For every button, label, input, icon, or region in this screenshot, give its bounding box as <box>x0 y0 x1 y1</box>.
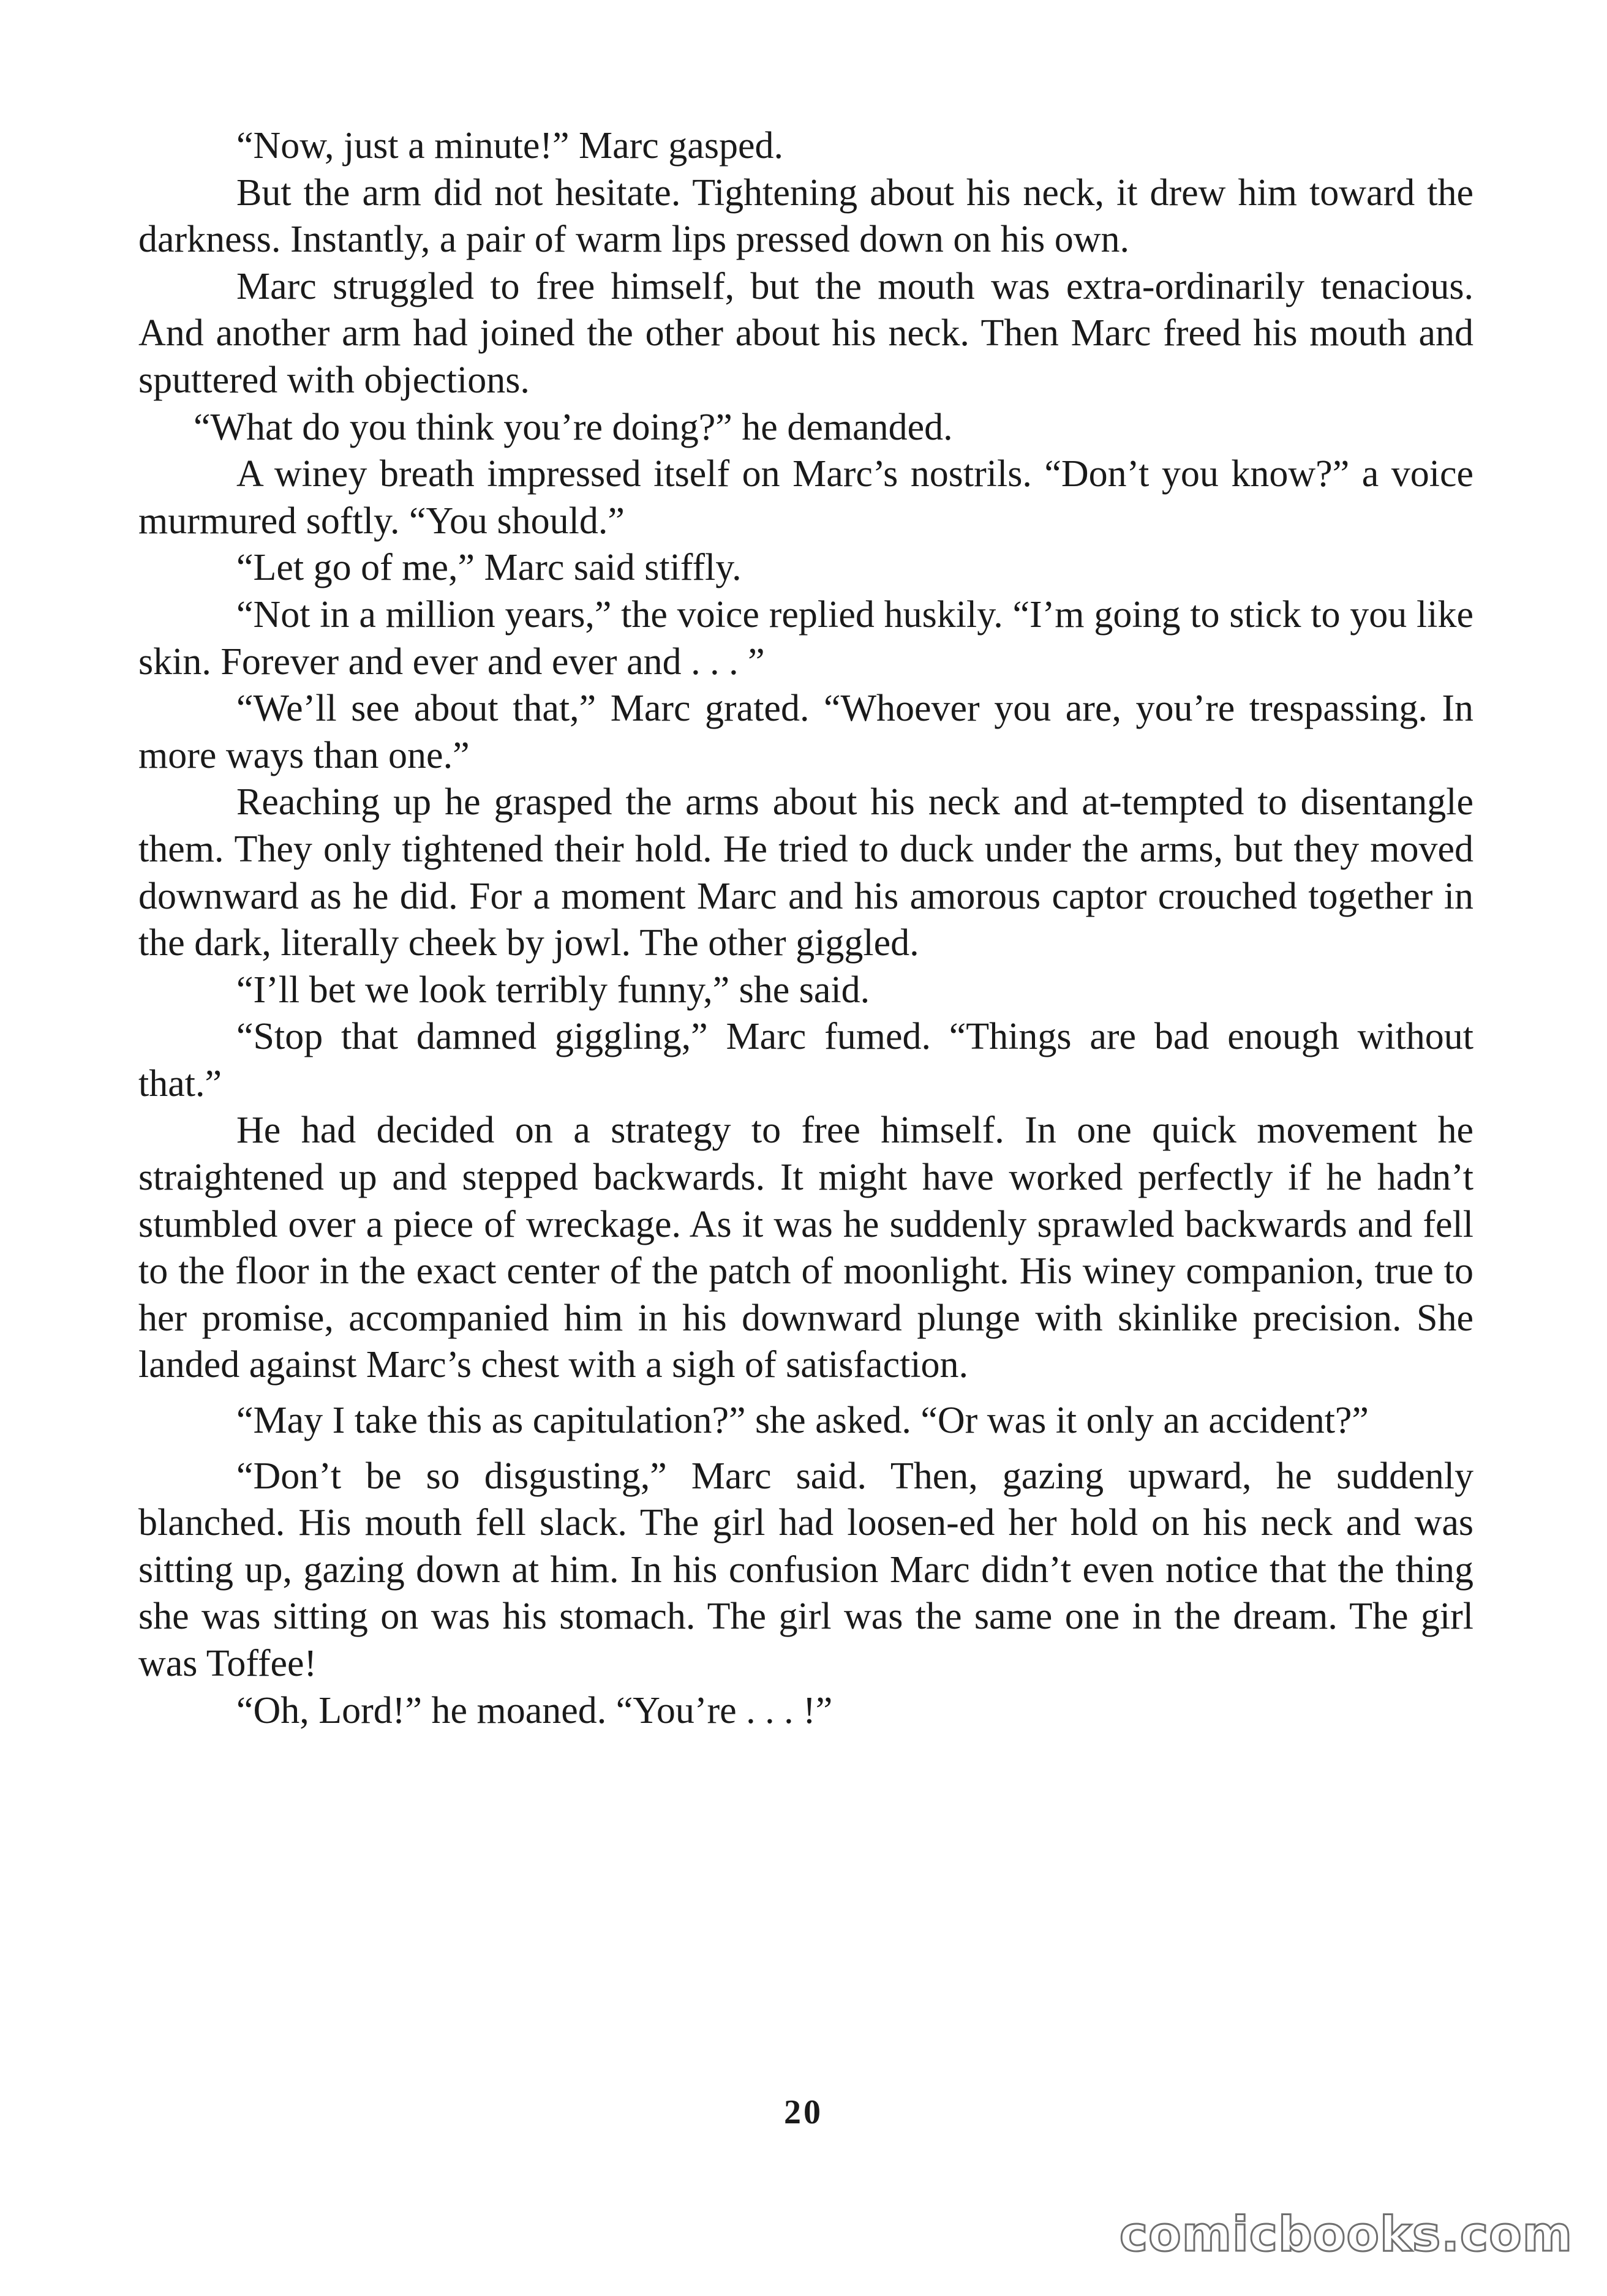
paragraph: “Now, just a minute!” Marc gasped. <box>236 125 783 167</box>
paragraph: “What do you think you’re doing?” he demanded. <box>194 406 953 448</box>
paragraph: “Don’t be so disgusting,” Marc said. Then, gazing upward, he suddenly blanched. His mouth fell slack. The girl had loosen-ed her hold on his neck and was sitting up, gazing down at him. In his confusion Marc didn’t even notice that the thing she was sitting on was his stomach. The girl was the same one in the dream. The girl was Toffee! <box>138 1455 1473 1684</box>
paragraph: “May I take this as capitulation?” she asked. “Or was it only an accident?” <box>236 1400 1369 1442</box>
paragraph: “Stop that damned giggling,” Marc fumed. “Things are bad enough without that.” <box>138 1016 1473 1105</box>
paragraph: He had decided on a strategy to free himself. In one quick movement he straightened up and stepped backwards. It might have worked perfectly if he hadn’t stumbled over a piece of wreckage. As it was he suddenly sprawled backwards and fell to the floor in the exact center of the patch of moonlight. His winey companion, true to her promise, accompanied him in his downward plunge with skinlike precision. She landed against Marc’s chest with a sigh of satisfaction. <box>138 1109 1473 1386</box>
paragraph: “Oh, Lord!” he moaned. “You’re . . . !” <box>236 1689 833 1731</box>
paragraph: Reaching up he grasped the arms about his neck and at-tempted to disentangle them. They only tightened their hold. He tried to duck under the arms, but they moved downward as he did. For a moment Marc and his amorous captor crouched together in the dark, literally cheek by jowl. The other giggled. <box>138 781 1473 964</box>
page-body-text <box>138 122 1473 1734</box>
watermark-logo: comicbooks.com <box>1119 2207 1573 2262</box>
paragraph: “We’ll see about that,” Marc grated. “Whoever you are, you’re trespassing. In more ways than one.” <box>138 688 1473 776</box>
paragraph: “I’ll bet we look terribly funny,” she said. <box>236 969 870 1011</box>
paragraph: “Let go of me,” Marc said stiffly. <box>236 547 742 589</box>
paragraph: Marc struggled to free himself, but the mouth was extra-ordinarily tenacious. And another arm had joined the other about his neck. Then Marc freed his mouth and sputtered with objections. <box>138 265 1473 401</box>
paragraph: A winey breath impressed itself on Marc’s nostrils. “Don’t you know?” a voice murmured softly. “You should.” <box>138 453 1473 542</box>
page-number: 20 <box>784 2093 823 2131</box>
paragraph: But the arm did not hesitate. Tightening about his neck, it drew him toward the darkness. Instantly, a pair of warm lips pressed down on his own. <box>138 171 1473 261</box>
paragraph: “Not in a million years,” the voice replied huskily. “I’m going to stick to you like skin. Forever and ever and ever and . . . ” <box>138 593 1473 683</box>
